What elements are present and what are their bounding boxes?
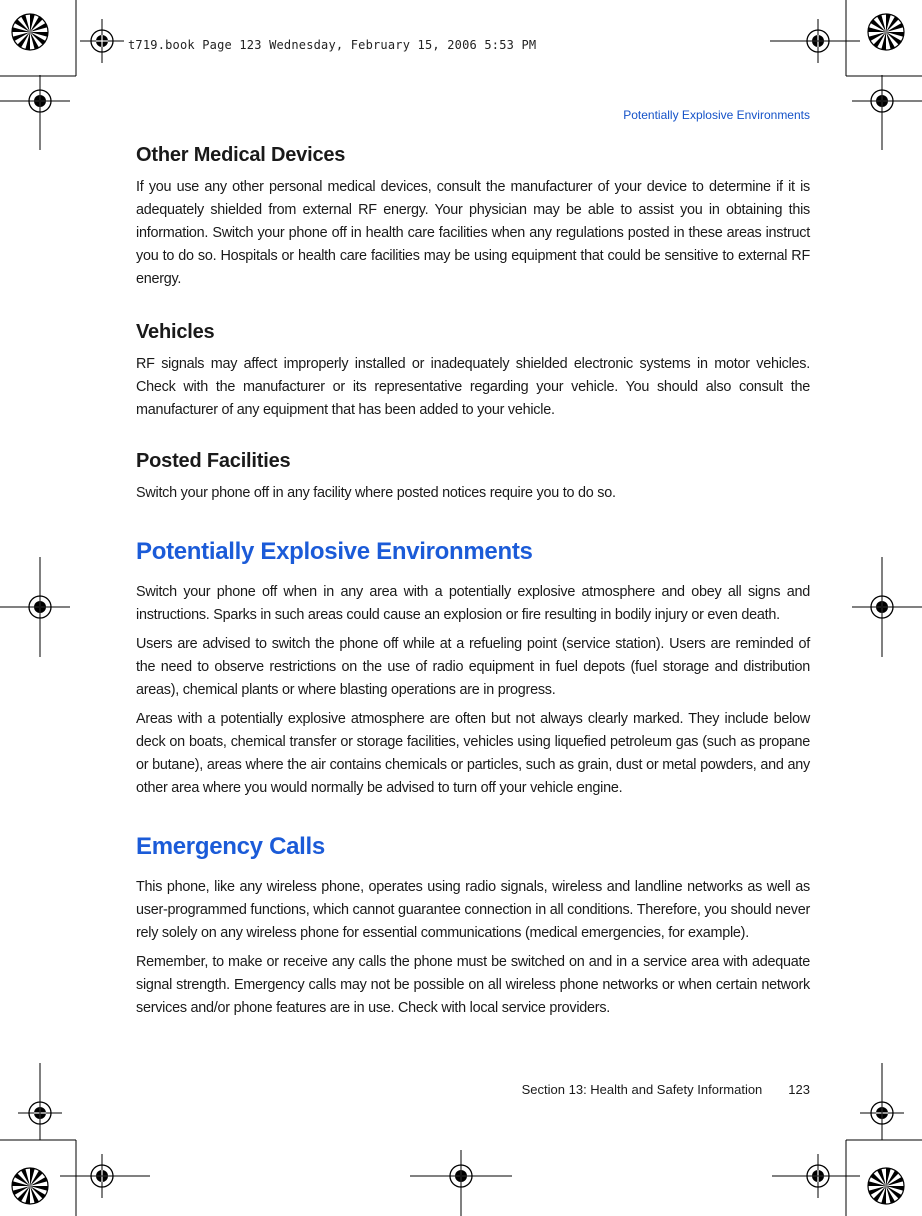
color-target-icon (12, 1168, 48, 1204)
registration-mark-icon (18, 1091, 62, 1135)
registration-mark-icon (439, 1154, 483, 1198)
registration-mark-icon (860, 585, 904, 629)
page-number: 123 (788, 1082, 810, 1097)
registration-mark-icon (860, 79, 904, 123)
paragraph: RF signals may affect improperly installed or inadequately shielded electronic systems in motor vehicles. Check with the manufacturer or its representative regarding your vehicle. You should also consult the manufacturer of any equipment that has been added to your vehicle. (136, 356, 810, 418)
paragraph: This phone, like any wireless phone, operates using radio signals, wireless and landline networks as well as user-programmed functions, which cannot guarantee connection in all conditions. Therefore, you should never rely solely on any wireless phone for essential communications (medical emergencies, for example). (136, 879, 810, 941)
color-target-icon (868, 1168, 904, 1204)
footer-section-title: Section 13: Health and Safety Information (521, 1082, 763, 1097)
registration-mark-icon (796, 1154, 840, 1198)
paragraph: Remember, to make or receive any calls the phone must be switched on and in a service area with adequate signal strength. Emergency calls may not be possible on all wireless phone networks or when certain network services and/or phone features are in use. Check with local service providers. (136, 954, 810, 1016)
registration-mark-icon (80, 1154, 124, 1198)
registration-mark-icon (18, 79, 62, 123)
running-header: Potentially Explosive Environments (623, 108, 810, 122)
paragraph: Switch your phone off in any facility where posted notices require you to do so. (136, 485, 616, 501)
heading-other-medical-devices: Other Medical Devices (136, 144, 346, 166)
heading-vehicles: Vehicles (136, 321, 215, 343)
paragraph: Switch your phone off when in any area with a potentially explosive atmosphere and obey all signs and instructions. Sparks in such areas could cause an explosion or fire resulting in bodily injury or even death. (136, 584, 810, 623)
page-footer (522, 1082, 810, 1097)
registration-mark-icon (80, 19, 124, 63)
color-target-icon (12, 14, 48, 50)
paragraph: Users are advised to switch the phone off while at a refueling point (service station). Users are reminded of the need to observe restrictions on the use of radio equipment in fuel depots (fuel storage and distribution areas), chemical plants or where blasting operations are in progress. (136, 636, 810, 698)
registration-mark-icon (860, 1091, 904, 1135)
heading-posted-facilities: Posted Facilities (136, 450, 291, 472)
heading-potentially-explosive-environments: Potentially Explosive Environments (136, 538, 533, 565)
page-body (136, 140, 810, 1020)
color-target-icon (868, 14, 904, 50)
heading-emergency-calls: Emergency Calls (136, 833, 325, 860)
print-slug: t719.book Page 123 Wednesday, February 15, 2006 5:53 PM (128, 38, 537, 52)
paragraph: If you use any other personal medical devices, consult the manufacturer of your device to determine if it is adequately shielded from external RF energy. Your physician may be able to assist you in obtaining this information. Switch your phone off in health care facilities when any regulations posted in these areas instruct you to do so. Hospitals or health care facilities may be using equipment that could be sensitive to external RF energy. (136, 179, 810, 287)
paragraph: Areas with a potentially explosive atmosphere are often but not always clearly marked. They include below deck on boats, chemical transfer or storage facilities, vehicles using liquefied petroleum gas (such as propane or butane), areas where the air contains chemicals or particles, such as grain, dust or metal powders, and any other area where you would normally be advised to turn off your vehicle engine. (136, 711, 810, 796)
registration-mark-icon (18, 585, 62, 629)
registration-mark-icon (796, 19, 840, 63)
